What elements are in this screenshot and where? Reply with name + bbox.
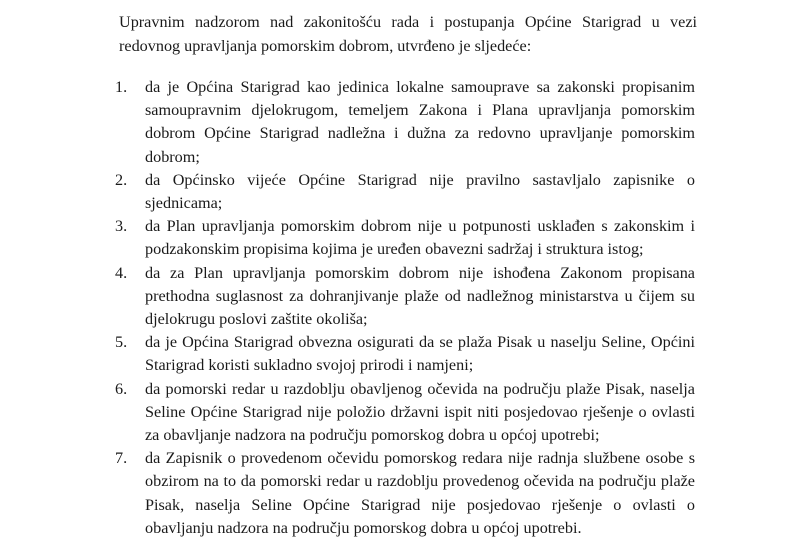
findings-list (0, 76, 787, 540)
finding-text: da je Općina Starigrad obvezna osigurati da se plaža Pisak u naselju Seline, Općini Starigrad koristi sukladno svojoj prirodi i namjeni; (145, 333, 695, 375)
finding-item-5 (0, 331, 787, 377)
finding-text: da Općinsko vijeće Općine Starigrad nije pravilno sastavljalo zapisnike o sjednicama; (145, 170, 695, 213)
finding-text: da pomorski redar u razdoblju obavljenog očevida na području plaže Pisak, naselja Seline Općine Starigrad nije položio državni ispit niti posjedovao rješenje o ovlasti za obavljanje nadzora na području pomorskog dobra u općoj upotrebi; (145, 379, 695, 445)
finding-number: 1. (115, 78, 128, 96)
intro-paragraph: Upravnim nadzorom nad zakonitošću rada i postupanja Općine Starigrad u vezi redovnog upravljanja pomorskim dobrom, utvrđeno je sljedeće: (119, 13, 697, 55)
finding-number: 2. (115, 170, 128, 189)
finding-item-3 (0, 215, 787, 261)
finding-number: 4. (115, 263, 128, 282)
finding-number: 5. (115, 333, 128, 352)
finding-text: da je Općina Starigrad kao jedinica lokalne samouprave sa zakonski propisanim samoupravnim djelokrugom, temeljem Zakona i Plana upravljanja pomorskim dobrom Općine Starigrad nadležna i dužna za redovno upravljanje pomorskim dobrom; (145, 78, 695, 166)
finding-item-4 (0, 262, 787, 332)
finding-item-6 (0, 378, 787, 448)
finding-item-2 (0, 169, 787, 215)
finding-number: 3. (115, 217, 128, 236)
finding-item-7 (0, 447, 787, 540)
finding-number: 7. (115, 449, 128, 468)
finding-text: da za Plan upravljanja pomorskim dobrom nije ishođena Zakonom propisana prethodna suglasnost za dohranjivanje plaže od nadležnog ministarstva u čijem su djelokrugu poslovi zaštite okoliša; (145, 263, 695, 329)
finding-number: 6. (115, 379, 128, 398)
finding-text: da Zapisnik o provedenom očevidu pomorskog redara nije radnja službene osobe s obzirom na to da pomorski redar u razdoblju provedenog očevida na području plaže Pisak, naselja Seline Općine Starigrad nije posjedovao rješenje o ovlasti o obavljanju nadzora na području pomorskog dobra u općoj upotrebi. (145, 449, 695, 537)
finding-item-1 (0, 76, 787, 169)
finding-text: da Plan upravljanja pomorskim dobrom nije u potpunosti usklađen s zakonskim i podzakonskim propisima kojima je uređen obavezni sadržaj i struktura istog; (145, 217, 695, 259)
